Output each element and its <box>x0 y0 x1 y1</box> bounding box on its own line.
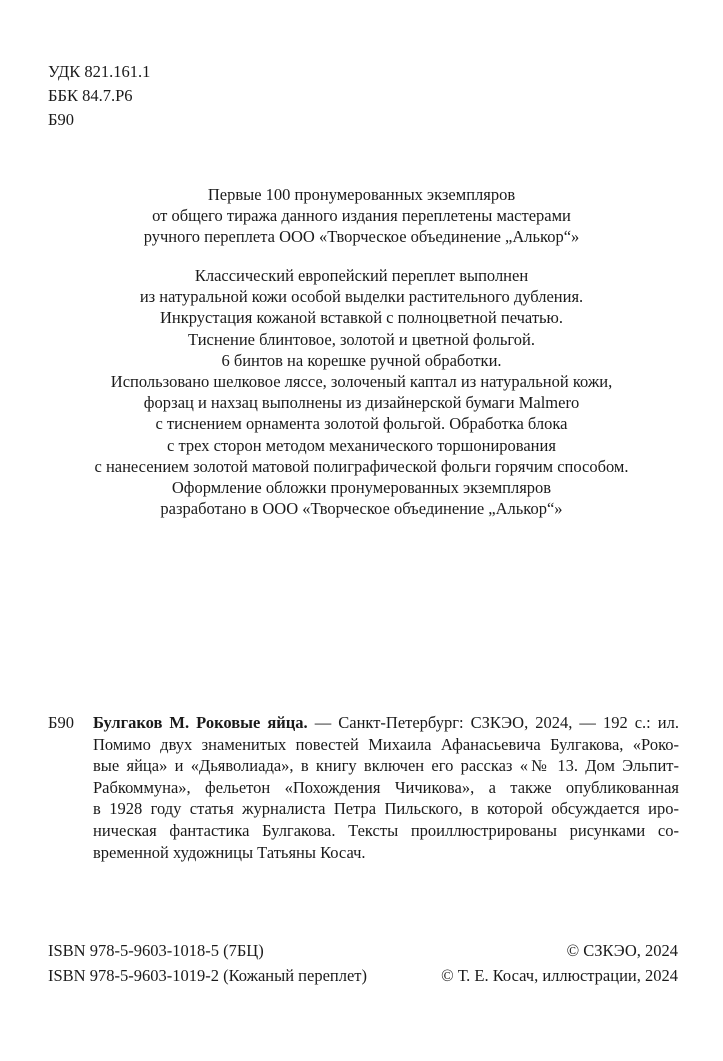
colophon-line: Первые 100 пронумерованных экземпляров <box>207 185 516 204</box>
record-line: в 1928 году статья журналиста Петра Пильского, в которой обсуждается иро- <box>93 799 679 819</box>
record-imprint: — Санкт-Петербург: СЗКЭО, 2024, — 192 с.: ил. <box>307 713 679 732</box>
record-line: Помимо двух знаменитых повестей Михаила Афанасьевича Булгакова, «Роко- <box>93 734 679 754</box>
colophon-line: из натуральной кожи особой выделки растительного дубления. <box>139 287 584 307</box>
colophon-line: с нанесением золотой матовой полиграфической фольги горячим способом. <box>94 456 629 476</box>
record-line: временной художницы Татьяны Косач. <box>93 842 366 862</box>
copyright-line: © Т. Е. Косач, иллюстрации, 2024 <box>441 966 678 985</box>
colophon-line: Оформление обложки пронумерованных экземпляров <box>171 478 552 498</box>
colophon-line: форзац и нахзац выполнены из дизайнерской бумаги Malmero <box>143 393 580 413</box>
colophon-line: Классический европейский переплет выполнен <box>194 266 529 285</box>
isbn-block <box>48 938 367 988</box>
record-text <box>93 712 679 863</box>
udk-code: УДК 821.161.1 <box>48 62 151 81</box>
colophon-line: от общего тиража данного издания переплетены мастерами <box>152 206 571 226</box>
bbk-code: ББК 84.7.Р6 <box>48 86 133 105</box>
isbn-line: ISBN 978-5-9603-1019-2 (Кожаный переплет) <box>48 966 368 985</box>
colophon-line: ручного переплета ООО «Творческое объединение „Алькор“» <box>143 227 580 247</box>
colophon-line: 6 бинтов на корешке ручной обработки. <box>221 350 502 370</box>
record-index: Б90 <box>48 713 74 732</box>
copyright-line: © СЗКЭО, 2024 <box>566 941 678 960</box>
record-line: Рабкоммуна», фельетон «Похождения Чичикова», а также опубликованная <box>93 777 679 797</box>
colophon-line: Тиснение блинтовое, золотой и цветной фольгой. <box>188 329 535 349</box>
record-lead: Булгаков М. Роковые яйца. <box>93 713 308 732</box>
colophon-line: с трех сторон методом механического торшонирования <box>167 435 556 455</box>
colophon-line: с тиснением орнамента золотой фольгой. Обработка блока <box>155 414 568 434</box>
record-line <box>93 712 679 734</box>
binding-description <box>40 265 683 519</box>
colophon-line: разработано в ООО «Творческое объединение „Алькор“» <box>160 499 563 519</box>
record-line: ническая фантастика Булгакова. Тексты проиллюстрированы рисунками со- <box>93 820 679 840</box>
record-line: вые яйца» и «Дьяволиада», в книгу включен его рассказ «№ 13. Дом Эльпит- <box>93 756 679 776</box>
classification-codes <box>48 60 150 132</box>
isbn-line: ISBN 978-5-9603-1018-5 (7БЦ) <box>48 941 264 960</box>
limited-edition-note <box>40 184 683 248</box>
colophon-line: Использовано шелковое ляссе, золоченый каптал из натуральной кожи, <box>110 372 613 392</box>
copyright-block <box>441 938 678 988</box>
author-mark: Б90 <box>48 110 74 129</box>
colophon-line: Инкрустация кожаной вставкой с полноцветной печатью. <box>159 308 564 328</box>
